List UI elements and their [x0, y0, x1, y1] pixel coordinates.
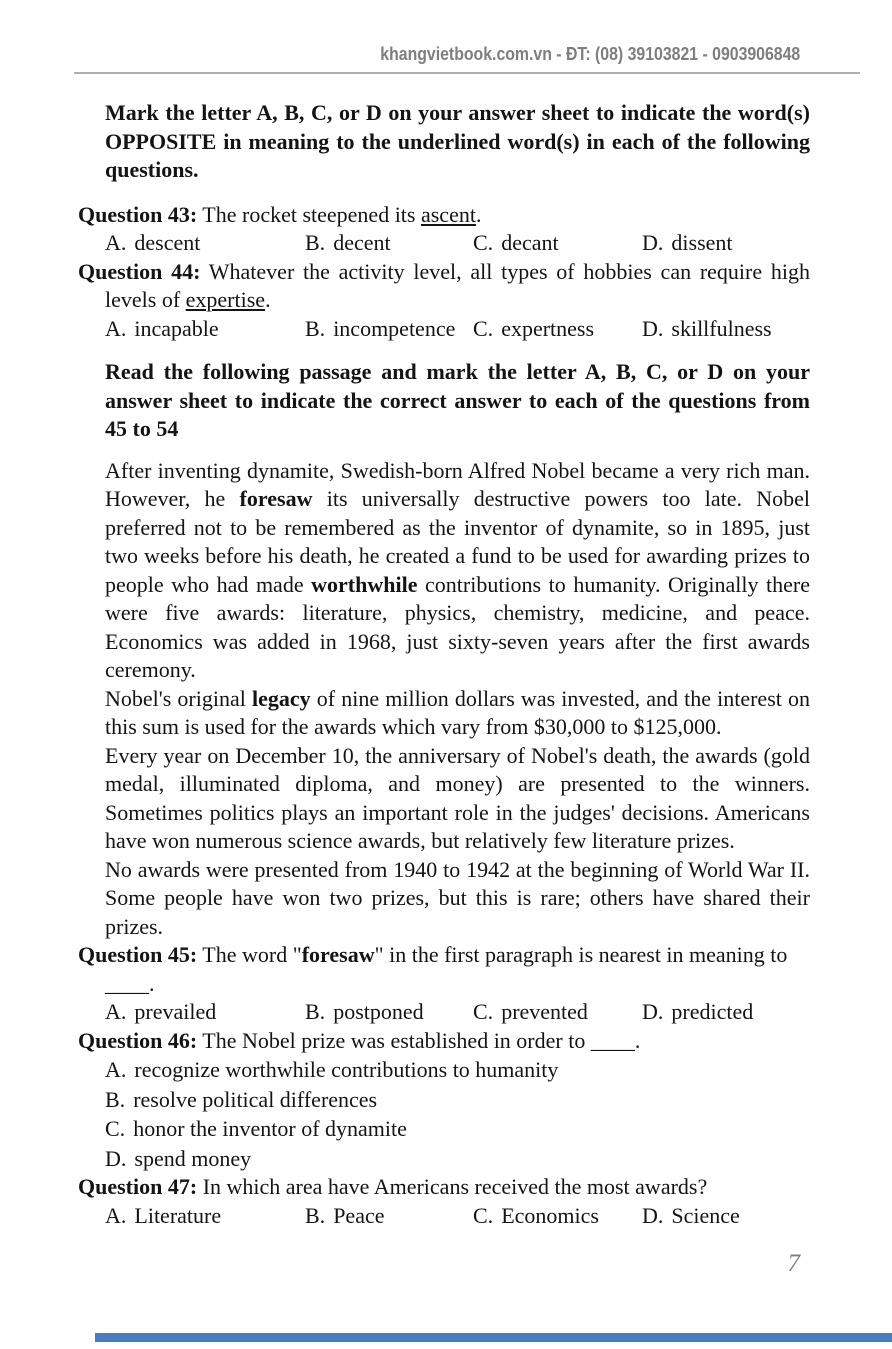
option-a: [105, 1202, 305, 1231]
option-letter: D.: [642, 1202, 664, 1228]
question-47: [78, 1173, 810, 1202]
page-number: 7: [787, 1250, 800, 1277]
question-47-text: In which area have Americans received the most awards?: [197, 1174, 708, 1199]
option-b: [305, 315, 473, 344]
option-letter: A.: [105, 1202, 127, 1228]
question-47-options: [105, 1202, 810, 1231]
question-43-label: Question 43:: [78, 201, 198, 227]
instruction-opposite-words: Mark the letter A, B, C, or D on your answer sheet to indicate the word(s) OPPOSITE in meaning to the underlined word(s) in each of the following questions.: [105, 100, 810, 182]
option-d: [642, 229, 733, 258]
question-46-options: [105, 1055, 810, 1173]
option-c: [473, 998, 642, 1027]
passage-paragraph-4: No awards were presented from 1940 to 1942 at the beginning of World War II. Some people have won two prizes, but this is rare; others have shared their prizes.: [105, 856, 810, 939]
question-46: [78, 1027, 810, 1056]
question-45-label: Question 45:: [78, 942, 198, 967]
option-c: [473, 315, 642, 344]
option-d: [105, 1144, 810, 1174]
option-text: predicted: [671, 999, 754, 1024]
reading-passage: [78, 457, 810, 942]
passage-paragraph-3: Every year on December 10, the anniversary of Nobel's death, the awards (gold medal, illuminated diploma, and money) are presented to the winners. Sometimes politics plays an important role in the judges' decisions. Americans have won numerous science awards, but relatively few literature prizes.: [105, 742, 810, 853]
question-44-label: Question 44:: [78, 258, 201, 284]
option-a: [105, 998, 305, 1027]
option-text: prevailed: [134, 999, 217, 1024]
option-text: Economics: [501, 1202, 599, 1228]
option-b: [305, 229, 473, 258]
option-letter: B.: [105, 1086, 126, 1112]
option-letter: C.: [473, 999, 494, 1024]
option-letter: A.: [105, 1057, 127, 1082]
option-text: Science: [671, 1202, 740, 1228]
option-letter: C.: [473, 1202, 494, 1228]
option-letter: C.: [473, 315, 494, 341]
option-d: [642, 315, 772, 344]
option-letter: D.: [642, 315, 664, 341]
question-44: [78, 258, 810, 315]
option-text: incompetence: [333, 315, 456, 341]
option-letter: A.: [105, 999, 127, 1024]
instruction-reading-passage: Read the following passage and mark the letter A, B, C, or D on your answer sheet to indicate the correct answer to each of the questions from 45 to 54: [105, 359, 810, 441]
option-letter: A.: [105, 230, 127, 255]
question-43-options: [105, 229, 810, 258]
option-text: honor the inventor of dynamite: [133, 1116, 407, 1141]
question-46-text: The Nobel prize was established in order to ____.: [197, 1027, 641, 1053]
option-c: [473, 1202, 642, 1231]
option-c: [105, 1114, 810, 1144]
page-content: [78, 99, 810, 1230]
question-45-options: [105, 998, 810, 1027]
option-text: expertness: [501, 315, 595, 341]
option-text: prevented: [501, 999, 588, 1024]
option-letter: C.: [105, 1116, 126, 1141]
question-47-label: Question 47:: [78, 1174, 198, 1199]
option-a: [105, 1055, 810, 1085]
option-letter: A.: [105, 315, 127, 341]
option-b: [105, 1085, 810, 1115]
option-text: Literature: [134, 1202, 222, 1228]
option-letter: B.: [305, 230, 326, 255]
option-a: [105, 229, 305, 258]
bottom-accent-bar: [95, 1333, 892, 1342]
question-45: [78, 941, 810, 998]
option-b: [305, 998, 473, 1027]
question-46-label: Question 46:: [78, 1027, 198, 1053]
option-d: [642, 998, 753, 1027]
option-text: postponed: [333, 999, 424, 1024]
header-rule: [74, 72, 860, 74]
option-text: skillfulness: [671, 315, 772, 341]
option-text: spend money: [134, 1145, 252, 1171]
question-43-text: The rocket steepened its ascent.: [197, 201, 482, 227]
option-a: [105, 315, 305, 344]
option-letter: C.: [473, 230, 494, 255]
option-letter: D.: [642, 230, 664, 255]
option-text: decent: [333, 230, 391, 255]
option-letter: D.: [105, 1145, 127, 1171]
option-letter: B.: [305, 1202, 326, 1228]
option-d: [642, 1202, 740, 1231]
passage-paragraph-2: Nobel's original legacy of nine million dollars was invested, and the interest on this sum is used for the awards which vary from $30,000 to $125,000.: [105, 685, 810, 739]
option-letter: D.: [642, 999, 664, 1024]
option-c: [473, 229, 642, 258]
header-contact-line: khangvietbook.com.vn - ĐT: (08) 39103821 - 0903906848: [380, 44, 800, 64]
option-text: incapable: [134, 315, 219, 341]
option-text: dissent: [671, 230, 733, 255]
option-letter: B.: [305, 315, 326, 341]
option-text: resolve political differences: [133, 1086, 378, 1112]
question-45-text: The word "foresaw" in the first paragraph is nearest in meaning to ____.: [105, 942, 788, 996]
passage-paragraph-1: After inventing dynamite, Swedish-born Alfred Nobel became a very rich man. However, he foresaw its universally destructive powers too late. Nobel preferred not to be remembered as the inventor of dynamite, so in 1895, just two weeks before his death, he created a fund to be used for awarding prizes to people who had made worthwhile contributions to humanity. Originally there were five awards: literature, physics, chemistry, medicine, and peace. Economics was added in 1968, just sixty-seven years after the first awards ceremony.: [105, 457, 811, 682]
option-b: [305, 1202, 473, 1231]
option-text: Peace: [333, 1202, 385, 1228]
question-43: [78, 201, 810, 230]
question-44-text: Whatever the activity level, all types of hobbies can require high levels of expertise.: [105, 258, 810, 312]
option-text: descent: [134, 230, 201, 255]
option-text: recognize worthwhile contributions to humanity: [134, 1057, 559, 1082]
option-letter: B.: [305, 999, 326, 1024]
option-text: decant: [501, 230, 559, 255]
question-44-options: [105, 315, 810, 344]
